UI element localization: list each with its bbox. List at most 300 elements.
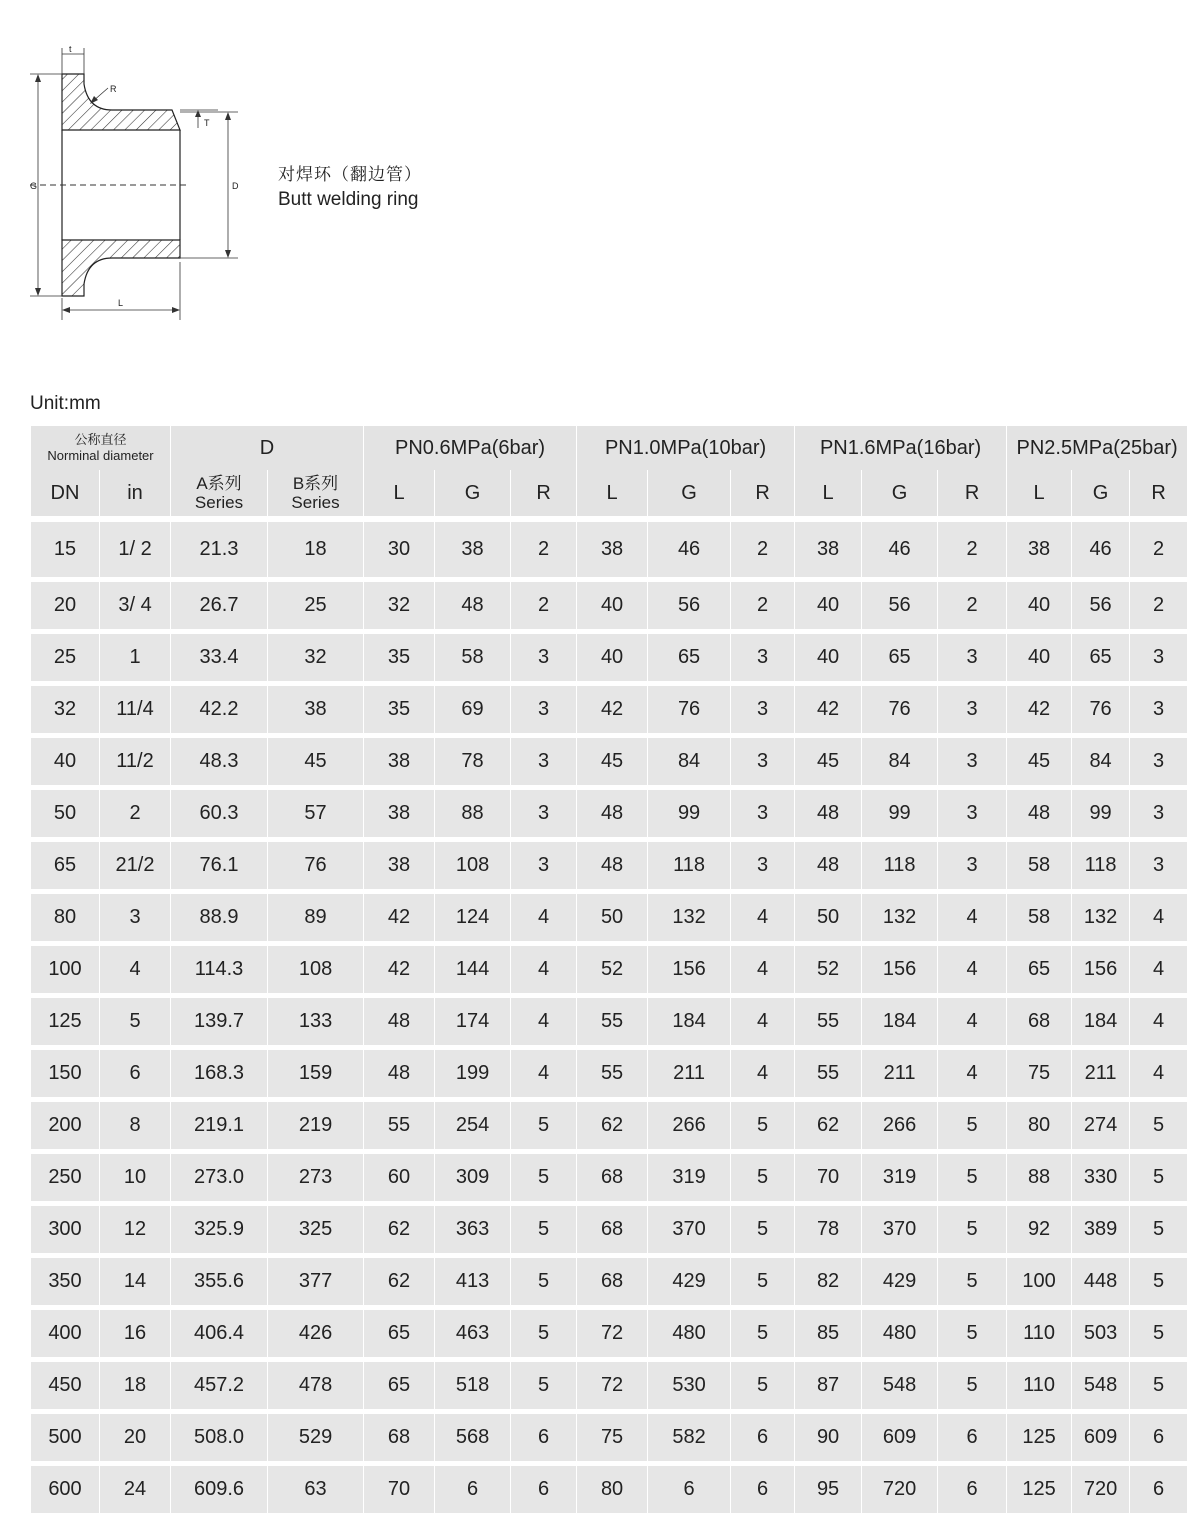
- table-row: [31, 634, 1187, 681]
- cell-pn10-l: 38: [577, 522, 648, 577]
- cell-pn16-l: 85: [795, 1310, 862, 1357]
- cell-pn25-g: 330: [1072, 1154, 1130, 1201]
- cell-pn10-r: 5: [731, 1310, 795, 1357]
- cell-in: 24: [100, 1466, 171, 1513]
- cell-series-b: 89: [268, 894, 364, 941]
- header-r: R: [731, 470, 795, 522]
- cell-dn: 200: [31, 1102, 100, 1149]
- cell-pn10-g: 56: [648, 582, 731, 629]
- cell-pn16-g: 609: [862, 1414, 938, 1461]
- cell-pn16-g: 429: [862, 1258, 938, 1305]
- cell-pn25-r: 3: [1130, 790, 1187, 837]
- cell-pn06-g: 58: [435, 634, 511, 681]
- cell-pn06-r: 5: [511, 1102, 577, 1149]
- cell-pn10-g: 211: [648, 1050, 731, 1097]
- cell-series-a: 609.6: [171, 1466, 268, 1513]
- cell-pn06-l: 48: [364, 998, 435, 1045]
- cell-pn06-r: 5: [511, 1362, 577, 1409]
- cell-pn16-l: 48: [795, 842, 862, 889]
- cell-series-a: 48.3: [171, 738, 268, 785]
- cell-pn25-l: 38: [1007, 522, 1072, 577]
- cell-series-a: 21.3: [171, 522, 268, 577]
- cell-in: 21/2: [100, 842, 171, 889]
- cell-pn16-l: 45: [795, 738, 862, 785]
- cell-pn16-l: 87: [795, 1362, 862, 1409]
- cell-pn16-g: 76: [862, 686, 938, 733]
- cell-pn06-g: 199: [435, 1050, 511, 1097]
- table-row: [31, 522, 1187, 577]
- cell-series-b: 133: [268, 998, 364, 1045]
- table-row: [31, 1362, 1187, 1409]
- cell-pn06-g: 254: [435, 1102, 511, 1149]
- cell-pn10-g: 429: [648, 1258, 731, 1305]
- cell-pn10-r: 6: [731, 1466, 795, 1513]
- header-g: G: [862, 470, 938, 522]
- cell-pn06-l: 55: [364, 1102, 435, 1149]
- cell-pn16-g: 720: [862, 1466, 938, 1513]
- cell-series-a: 406.4: [171, 1310, 268, 1357]
- table-row: [31, 1258, 1187, 1305]
- cell-pn06-l: 65: [364, 1310, 435, 1357]
- cell-pn06-r: 4: [511, 894, 577, 941]
- cell-pn10-r: 3: [731, 738, 795, 785]
- cell-series-a: 355.6: [171, 1258, 268, 1305]
- cell-pn10-g: 6: [648, 1466, 731, 1513]
- cell-pn16-g: 99: [862, 790, 938, 837]
- cell-pn10-g: 319: [648, 1154, 731, 1201]
- cell-pn10-g: 46: [648, 522, 731, 577]
- dim-label-l: L: [118, 298, 124, 308]
- cell-pn10-r: 4: [731, 1050, 795, 1097]
- cell-pn16-r: 5: [938, 1310, 1007, 1357]
- cell-pn25-r: 5: [1130, 1154, 1187, 1201]
- cell-series-a: 76.1: [171, 842, 268, 889]
- cell-pn25-l: 48: [1007, 790, 1072, 837]
- header-series-b: B系列 Series: [268, 470, 364, 522]
- cell-in: 12: [100, 1206, 171, 1253]
- cell-pn25-g: 274: [1072, 1102, 1130, 1149]
- cell-series-a: 273.0: [171, 1154, 268, 1201]
- header-pn25: PN2.5MPa(25bar): [1007, 426, 1187, 470]
- cell-dn: 150: [31, 1050, 100, 1097]
- cell-in: 10: [100, 1154, 171, 1201]
- cell-dn: 400: [31, 1310, 100, 1357]
- cell-pn16-g: 319: [862, 1154, 938, 1201]
- cell-pn06-r: 3: [511, 686, 577, 733]
- cell-pn25-r: 6: [1130, 1414, 1187, 1461]
- cell-pn25-r: 4: [1130, 946, 1187, 993]
- cell-pn16-l: 50: [795, 894, 862, 941]
- cell-pn25-l: 125: [1007, 1466, 1072, 1513]
- table-row: [31, 1414, 1187, 1461]
- cell-dn: 50: [31, 790, 100, 837]
- cell-pn25-r: 4: [1130, 998, 1187, 1045]
- cell-pn10-r: 2: [731, 582, 795, 629]
- cell-series-b: 63: [268, 1466, 364, 1513]
- dim-label-d: D: [232, 181, 239, 191]
- cell-pn06-r: 2: [511, 582, 577, 629]
- table-row: [31, 790, 1187, 837]
- cell-pn06-l: 68: [364, 1414, 435, 1461]
- cell-pn16-r: 3: [938, 738, 1007, 785]
- cell-pn25-g: 389: [1072, 1206, 1130, 1253]
- table-body: [31, 522, 1187, 1513]
- cell-in: 2: [100, 790, 171, 837]
- cell-pn06-g: 518: [435, 1362, 511, 1409]
- cell-series-a: 168.3: [171, 1050, 268, 1097]
- header-in: in: [100, 470, 171, 522]
- cell-pn25-r: 2: [1130, 582, 1187, 629]
- cell-pn25-r: 4: [1130, 1050, 1187, 1097]
- cell-pn06-l: 35: [364, 686, 435, 733]
- header-l: L: [577, 470, 648, 522]
- cell-pn16-r: 5: [938, 1206, 1007, 1253]
- cell-pn16-l: 82: [795, 1258, 862, 1305]
- table-row: [31, 582, 1187, 629]
- cell-pn16-g: 480: [862, 1310, 938, 1357]
- cell-pn06-l: 70: [364, 1466, 435, 1513]
- cell-pn25-l: 40: [1007, 634, 1072, 681]
- cell-series-a: 325.9: [171, 1206, 268, 1253]
- cell-pn06-l: 38: [364, 790, 435, 837]
- cell-series-b: 325: [268, 1206, 364, 1253]
- cell-pn06-g: 78: [435, 738, 511, 785]
- header-g: G: [1072, 470, 1130, 522]
- cell-pn25-l: 75: [1007, 1050, 1072, 1097]
- cell-pn10-g: 266: [648, 1102, 731, 1149]
- cell-pn06-r: 5: [511, 1154, 577, 1201]
- cell-pn16-g: 84: [862, 738, 938, 785]
- cell-pn06-g: 363: [435, 1206, 511, 1253]
- header-l: L: [364, 470, 435, 522]
- cell-pn16-r: 4: [938, 1050, 1007, 1097]
- dim-label-t: t: [69, 44, 72, 54]
- cell-pn10-r: 4: [731, 946, 795, 993]
- cell-pn25-g: 548: [1072, 1362, 1130, 1409]
- cell-series-b: 25: [268, 582, 364, 629]
- cell-pn25-l: 65: [1007, 946, 1072, 993]
- cell-pn25-l: 58: [1007, 842, 1072, 889]
- header-row-top: [31, 426, 1187, 470]
- header-g: G: [648, 470, 731, 522]
- header-pn10: PN1.0MPa(10bar): [577, 426, 795, 470]
- header-l: L: [795, 470, 862, 522]
- cell-pn10-g: 65: [648, 634, 731, 681]
- cell-pn16-r: 3: [938, 842, 1007, 889]
- cell-pn25-r: 5: [1130, 1362, 1187, 1409]
- cell-series-a: 457.2: [171, 1362, 268, 1409]
- cell-in: 18: [100, 1362, 171, 1409]
- cell-dn: 20: [31, 582, 100, 629]
- cell-pn16-l: 78: [795, 1206, 862, 1253]
- cell-in: 1/ 2: [100, 522, 171, 577]
- cell-pn10-r: 4: [731, 894, 795, 941]
- cell-pn25-l: 110: [1007, 1362, 1072, 1409]
- cell-in: 3/ 4: [100, 582, 171, 629]
- cell-pn16-r: 4: [938, 998, 1007, 1045]
- caption-chinese: 对焊环（翻边管）: [278, 165, 422, 185]
- cell-pn16-l: 40: [795, 582, 862, 629]
- cell-pn16-l: 55: [795, 998, 862, 1045]
- cell-pn16-g: 46: [862, 522, 938, 577]
- cell-pn06-g: 568: [435, 1414, 511, 1461]
- cell-pn25-l: 40: [1007, 582, 1072, 629]
- cell-pn16-g: 370: [862, 1206, 938, 1253]
- cell-pn25-g: 46: [1072, 522, 1130, 577]
- cell-pn25-l: 58: [1007, 894, 1072, 941]
- caption-english: Butt welding ring: [278, 189, 419, 210]
- cell-pn25-r: 3: [1130, 634, 1187, 681]
- unit-label: Unit:mm: [30, 393, 101, 414]
- cell-pn10-g: 156: [648, 946, 731, 993]
- header-d: D: [171, 426, 364, 470]
- cell-series-b: 219: [268, 1102, 364, 1149]
- cell-pn06-l: 42: [364, 894, 435, 941]
- cell-pn06-r: 4: [511, 998, 577, 1045]
- cell-series-b: 18: [268, 522, 364, 577]
- table-row: [31, 738, 1187, 785]
- cell-pn25-g: 211: [1072, 1050, 1130, 1097]
- header-pn16: PN1.6MPa(16bar): [795, 426, 1007, 470]
- cell-pn10-r: 3: [731, 790, 795, 837]
- table-row: [31, 686, 1187, 733]
- drawing-caption: [278, 160, 422, 211]
- cell-series-b: 159: [268, 1050, 364, 1097]
- cell-in: 6: [100, 1050, 171, 1097]
- header-dn: DN: [31, 470, 100, 522]
- cell-pn10-l: 40: [577, 634, 648, 681]
- cell-pn25-r: 2: [1130, 522, 1187, 577]
- cell-pn10-l: 80: [577, 1466, 648, 1513]
- cell-dn: 450: [31, 1362, 100, 1409]
- cell-pn16-r: 2: [938, 582, 1007, 629]
- cell-dn: 600: [31, 1466, 100, 1513]
- cell-pn10-g: 84: [648, 738, 731, 785]
- dimension-table: [31, 426, 1187, 1513]
- table-row: [31, 1206, 1187, 1253]
- table-row: [31, 842, 1187, 889]
- cell-pn10-l: 50: [577, 894, 648, 941]
- cell-pn06-r: 2: [511, 522, 577, 577]
- dim-label-tt: T: [204, 118, 210, 128]
- header-nominal-diameter: 公称直径 Norminal diameter: [31, 426, 171, 470]
- cell-pn16-g: 65: [862, 634, 938, 681]
- cell-pn10-l: 42: [577, 686, 648, 733]
- header-pn06: PN0.6MPa(6bar): [364, 426, 577, 470]
- cell-pn16-r: 3: [938, 790, 1007, 837]
- cell-pn25-r: 6: [1130, 1466, 1187, 1513]
- cell-pn10-l: 52: [577, 946, 648, 993]
- cell-pn10-l: 62: [577, 1102, 648, 1149]
- cell-pn06-r: 5: [511, 1258, 577, 1305]
- cell-pn25-g: 184: [1072, 998, 1130, 1045]
- cell-pn06-l: 60: [364, 1154, 435, 1201]
- cell-pn25-g: 448: [1072, 1258, 1130, 1305]
- cell-series-a: 114.3: [171, 946, 268, 993]
- cell-in: 3: [100, 894, 171, 941]
- cell-pn10-r: 5: [731, 1258, 795, 1305]
- cell-pn25-g: 609: [1072, 1414, 1130, 1461]
- cell-dn: 80: [31, 894, 100, 941]
- cell-dn: 15: [31, 522, 100, 577]
- cell-pn06-l: 62: [364, 1258, 435, 1305]
- cell-pn25-g: 99: [1072, 790, 1130, 837]
- header-row-bottom: [31, 470, 1187, 522]
- cell-pn16-l: 62: [795, 1102, 862, 1149]
- cell-in: 4: [100, 946, 171, 993]
- cell-pn16-l: 90: [795, 1414, 862, 1461]
- cell-pn16-l: 38: [795, 522, 862, 577]
- cell-pn16-r: 3: [938, 686, 1007, 733]
- cell-pn06-r: 3: [511, 634, 577, 681]
- cell-series-b: 108: [268, 946, 364, 993]
- cell-pn06-l: 30: [364, 522, 435, 577]
- cell-pn25-r: 5: [1130, 1206, 1187, 1253]
- cell-pn10-r: 4: [731, 998, 795, 1045]
- cell-pn06-l: 48: [364, 1050, 435, 1097]
- cell-pn10-r: 3: [731, 634, 795, 681]
- cell-pn16-r: 5: [938, 1362, 1007, 1409]
- cell-pn16-g: 56: [862, 582, 938, 629]
- cell-pn06-g: 108: [435, 842, 511, 889]
- cell-pn16-l: 40: [795, 634, 862, 681]
- cell-pn25-r: 5: [1130, 1258, 1187, 1305]
- butt-welding-ring-drawing: [22, 40, 262, 330]
- cell-pn16-g: 118: [862, 842, 938, 889]
- cell-pn10-l: 72: [577, 1310, 648, 1357]
- cell-pn10-r: 6: [731, 1414, 795, 1461]
- cell-pn16-l: 55: [795, 1050, 862, 1097]
- cell-pn16-r: 4: [938, 894, 1007, 941]
- cell-pn16-r: 5: [938, 1258, 1007, 1305]
- cell-pn16-l: 52: [795, 946, 862, 993]
- cell-pn16-l: 48: [795, 790, 862, 837]
- cell-pn16-r: 6: [938, 1414, 1007, 1461]
- cell-pn06-g: 309: [435, 1154, 511, 1201]
- cell-series-a: 139.7: [171, 998, 268, 1045]
- cell-pn10-r: 5: [731, 1102, 795, 1149]
- cell-series-a: 219.1: [171, 1102, 268, 1149]
- cell-series-a: 60.3: [171, 790, 268, 837]
- cell-dn: 65: [31, 842, 100, 889]
- cell-dn: 100: [31, 946, 100, 993]
- cell-in: 8: [100, 1102, 171, 1149]
- cell-pn25-l: 68: [1007, 998, 1072, 1045]
- cell-dn: 25: [31, 634, 100, 681]
- cell-pn10-g: 132: [648, 894, 731, 941]
- cell-series-a: 88.9: [171, 894, 268, 941]
- cell-series-a: 33.4: [171, 634, 268, 681]
- cell-pn25-l: 42: [1007, 686, 1072, 733]
- cell-dn: 250: [31, 1154, 100, 1201]
- cell-pn25-r: 3: [1130, 842, 1187, 889]
- table-row: [31, 1050, 1187, 1097]
- cell-pn25-g: 76: [1072, 686, 1130, 733]
- cell-series-b: 478: [268, 1362, 364, 1409]
- table-row: [31, 1154, 1187, 1201]
- cell-pn25-g: 132: [1072, 894, 1130, 941]
- cell-pn06-l: 42: [364, 946, 435, 993]
- cell-pn06-g: 38: [435, 522, 511, 577]
- table-row: [31, 946, 1187, 993]
- cell-pn25-l: 100: [1007, 1258, 1072, 1305]
- cell-pn16-g: 132: [862, 894, 938, 941]
- cell-pn06-r: 6: [511, 1414, 577, 1461]
- cell-pn06-g: 124: [435, 894, 511, 941]
- table-row: [31, 1466, 1187, 1513]
- cell-pn25-l: 110: [1007, 1310, 1072, 1357]
- cell-series-a: 26.7: [171, 582, 268, 629]
- cell-pn10-g: 582: [648, 1414, 731, 1461]
- cell-pn10-l: 75: [577, 1414, 648, 1461]
- cell-pn25-g: 118: [1072, 842, 1130, 889]
- header-g: G: [435, 470, 511, 522]
- cell-pn25-g: 65: [1072, 634, 1130, 681]
- cell-dn: 350: [31, 1258, 100, 1305]
- cell-pn16-g: 156: [862, 946, 938, 993]
- header-r: R: [938, 470, 1007, 522]
- cell-pn10-r: 3: [731, 842, 795, 889]
- cell-in: 11/2: [100, 738, 171, 785]
- header-l: L: [1007, 470, 1072, 522]
- cell-pn06-r: 5: [511, 1310, 577, 1357]
- cell-pn16-g: 211: [862, 1050, 938, 1097]
- cell-pn16-r: 5: [938, 1154, 1007, 1201]
- cell-pn16-l: 95: [795, 1466, 862, 1513]
- cell-pn10-r: 5: [731, 1362, 795, 1409]
- cell-series-b: 32: [268, 634, 364, 681]
- cell-series-b: 45: [268, 738, 364, 785]
- cell-pn10-g: 184: [648, 998, 731, 1045]
- cell-pn16-l: 42: [795, 686, 862, 733]
- cell-pn06-l: 32: [364, 582, 435, 629]
- cell-series-b: 57: [268, 790, 364, 837]
- header-r: R: [511, 470, 577, 522]
- cell-pn25-g: 720: [1072, 1466, 1130, 1513]
- cell-series-b: 529: [268, 1414, 364, 1461]
- cell-pn06-g: 463: [435, 1310, 511, 1357]
- dim-label-g: G: [30, 181, 38, 191]
- cell-pn10-r: 3: [731, 686, 795, 733]
- cell-pn10-g: 370: [648, 1206, 731, 1253]
- cell-pn06-l: 65: [364, 1362, 435, 1409]
- cell-pn06-g: 144: [435, 946, 511, 993]
- cell-pn10-g: 118: [648, 842, 731, 889]
- cell-in: 5: [100, 998, 171, 1045]
- cell-series-b: 38: [268, 686, 364, 733]
- cell-dn: 300: [31, 1206, 100, 1253]
- cell-pn10-l: 55: [577, 1050, 648, 1097]
- cell-pn16-g: 548: [862, 1362, 938, 1409]
- cell-pn25-r: 3: [1130, 686, 1187, 733]
- cell-in: 11/4: [100, 686, 171, 733]
- cell-pn25-r: 4: [1130, 894, 1187, 941]
- cell-pn10-l: 40: [577, 582, 648, 629]
- cell-series-b: 377: [268, 1258, 364, 1305]
- cell-dn: 40: [31, 738, 100, 785]
- cell-in: 20: [100, 1414, 171, 1461]
- cell-pn10-l: 72: [577, 1362, 648, 1409]
- cell-pn25-l: 88: [1007, 1154, 1072, 1201]
- cell-pn10-l: 55: [577, 998, 648, 1045]
- cell-pn25-g: 503: [1072, 1310, 1130, 1357]
- cell-dn: 125: [31, 998, 100, 1045]
- cell-pn10-r: 5: [731, 1154, 795, 1201]
- cell-pn10-l: 48: [577, 790, 648, 837]
- cell-pn16-r: 5: [938, 1102, 1007, 1149]
- cell-pn10-l: 68: [577, 1206, 648, 1253]
- cell-pn10-l: 48: [577, 842, 648, 889]
